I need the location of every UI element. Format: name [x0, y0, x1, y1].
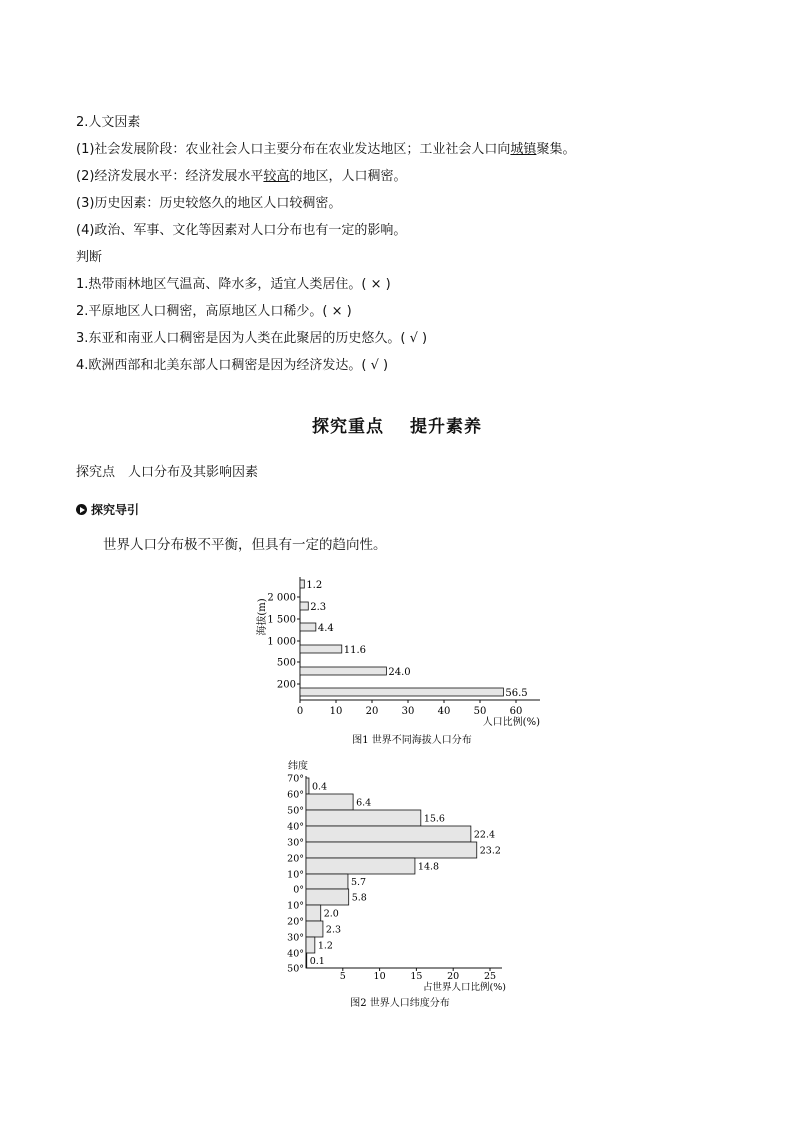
x-tick-label: 25: [483, 971, 497, 982]
data-label: 4.4: [317, 623, 334, 634]
data-label: 23.2: [479, 845, 501, 857]
bar: [300, 623, 316, 631]
data-label: 2.3: [310, 602, 327, 613]
bar: [306, 842, 477, 858]
underlined-answer: 较高: [263, 169, 290, 184]
heading-part: 提升素养: [410, 417, 482, 437]
y-tick-label: 70°: [287, 773, 304, 785]
x-tick-label: 50: [473, 706, 487, 717]
guide-text: 探究导引: [91, 503, 140, 517]
bar: [306, 921, 323, 937]
bar: [300, 580, 304, 588]
bar: [300, 688, 503, 696]
bar: [306, 953, 307, 968]
intro-text: 世界人口分布极不平衡，但具有一定的趋向性。: [103, 537, 387, 553]
x-tick-label: 30: [401, 706, 415, 717]
data-label: 1.2: [317, 940, 333, 952]
x-tick-label: 10: [329, 706, 343, 717]
data-label: 15.6: [423, 813, 445, 825]
underlined-answer: 城镇: [510, 142, 537, 157]
x-tick-label: 20: [447, 971, 460, 982]
x-tick-label: 0: [296, 706, 304, 717]
x-tick-label: 15: [410, 971, 423, 982]
bar: [306, 889, 349, 905]
y-tick-label: 50°: [287, 963, 304, 975]
data-label: 0.1: [309, 956, 325, 967]
y-tick-label: 30°: [287, 932, 304, 944]
bar: [306, 937, 315, 953]
bar: [306, 778, 309, 794]
judge-title: 判断: [76, 250, 103, 265]
y-tick-label: 1 500: [267, 614, 296, 626]
y-tick-label: 40°: [287, 948, 304, 960]
bar: [306, 874, 348, 889]
data-label: 11.6: [343, 645, 367, 656]
y-tick-label: 2 000: [267, 592, 296, 604]
item-text: 的地区，人口稠密。: [289, 169, 407, 184]
x-tick-label: 10: [373, 971, 386, 982]
y-tick-label: 1 000: [267, 636, 296, 648]
section-title: 2.人文因素: [76, 115, 141, 130]
y-tick-label: 40°: [287, 821, 304, 833]
y-tick-label: 20°: [287, 853, 304, 865]
bar: [300, 645, 342, 653]
y-tick-label: 30°: [287, 837, 304, 849]
data-label: 6.4: [356, 797, 372, 809]
y-axis-label: 纬度: [288, 761, 308, 772]
item-text: 聚集。: [536, 142, 576, 157]
x-tick-label: 40: [437, 706, 451, 717]
bar: [300, 667, 386, 675]
y-tick-label: 200: [276, 679, 296, 691]
item-text: (1)社会发展阶段：农业社会人口主要分布在农业发达地区；工业社会人口向: [76, 142, 511, 157]
data-label: 2.3: [325, 924, 342, 936]
data-label: 5.7: [350, 877, 367, 888]
x-tick-label: 20: [365, 706, 379, 717]
x-tick-label: 5: [339, 971, 346, 982]
data-label: 1.2: [306, 580, 323, 591]
item-text: (3)历史因素：历史较悠久的地区人口较稠密。: [76, 196, 342, 211]
explore-title: 探究点 人口分布及其影响因素: [76, 465, 259, 480]
bar: [306, 810, 421, 826]
judge-item: 1.热带雨林地区气温高、降水多，适宜人类居住。( × ): [76, 277, 391, 292]
bar: [306, 858, 415, 874]
heading-part: 探究重点: [312, 417, 384, 437]
bar: [306, 905, 321, 921]
data-label: 24.0: [388, 667, 411, 678]
y-tick-label: 60°: [287, 789, 304, 801]
data-label: 14.8: [417, 861, 440, 873]
chart-title: 图2 世界人口纬度分布: [350, 998, 450, 1009]
x-axis-label: 占世界人口比例(%): [423, 982, 506, 993]
judge-item: 2.平原地区人口稠密，高原地区人口稀少。( × ): [76, 304, 352, 319]
data-label: 2.0: [323, 908, 339, 920]
judge-item: 3.东亚和南亚人口稠密是因为人类在此聚居的历史悠久。( √ ): [76, 331, 428, 346]
y-tick-label: 20°: [287, 916, 304, 928]
y-tick-label: 500: [276, 657, 296, 669]
y-tick-label: 10°: [287, 900, 304, 912]
data-label: 22.4: [473, 829, 496, 841]
bar: [306, 794, 353, 810]
item-text: (2)经济发展水平：经济发展水平: [76, 169, 264, 184]
item-text: (4)政治、军事、文化等因素对人口分布也有一定的影响。: [76, 223, 407, 238]
y-tick-label: 10°: [287, 869, 304, 881]
data-label: 0.4: [311, 781, 328, 793]
x-axis-label: 人口比例(%): [482, 717, 540, 728]
x-tick-label: 60: [509, 706, 523, 717]
data-label: 56.5: [505, 688, 528, 699]
chart-title: 图1 世界不同海拔人口分布: [352, 735, 472, 746]
bar: [306, 826, 471, 842]
y-tick-label: 50°: [287, 805, 304, 817]
bar: [300, 602, 308, 610]
judge-item: 4.欧洲西部和北美东部人口稠密是因为经济发达。( √ ): [76, 358, 389, 373]
y-axis-label: 海拔(m): [257, 598, 268, 636]
data-label: 5.8: [351, 892, 367, 904]
y-tick-label: 0°: [293, 884, 304, 896]
